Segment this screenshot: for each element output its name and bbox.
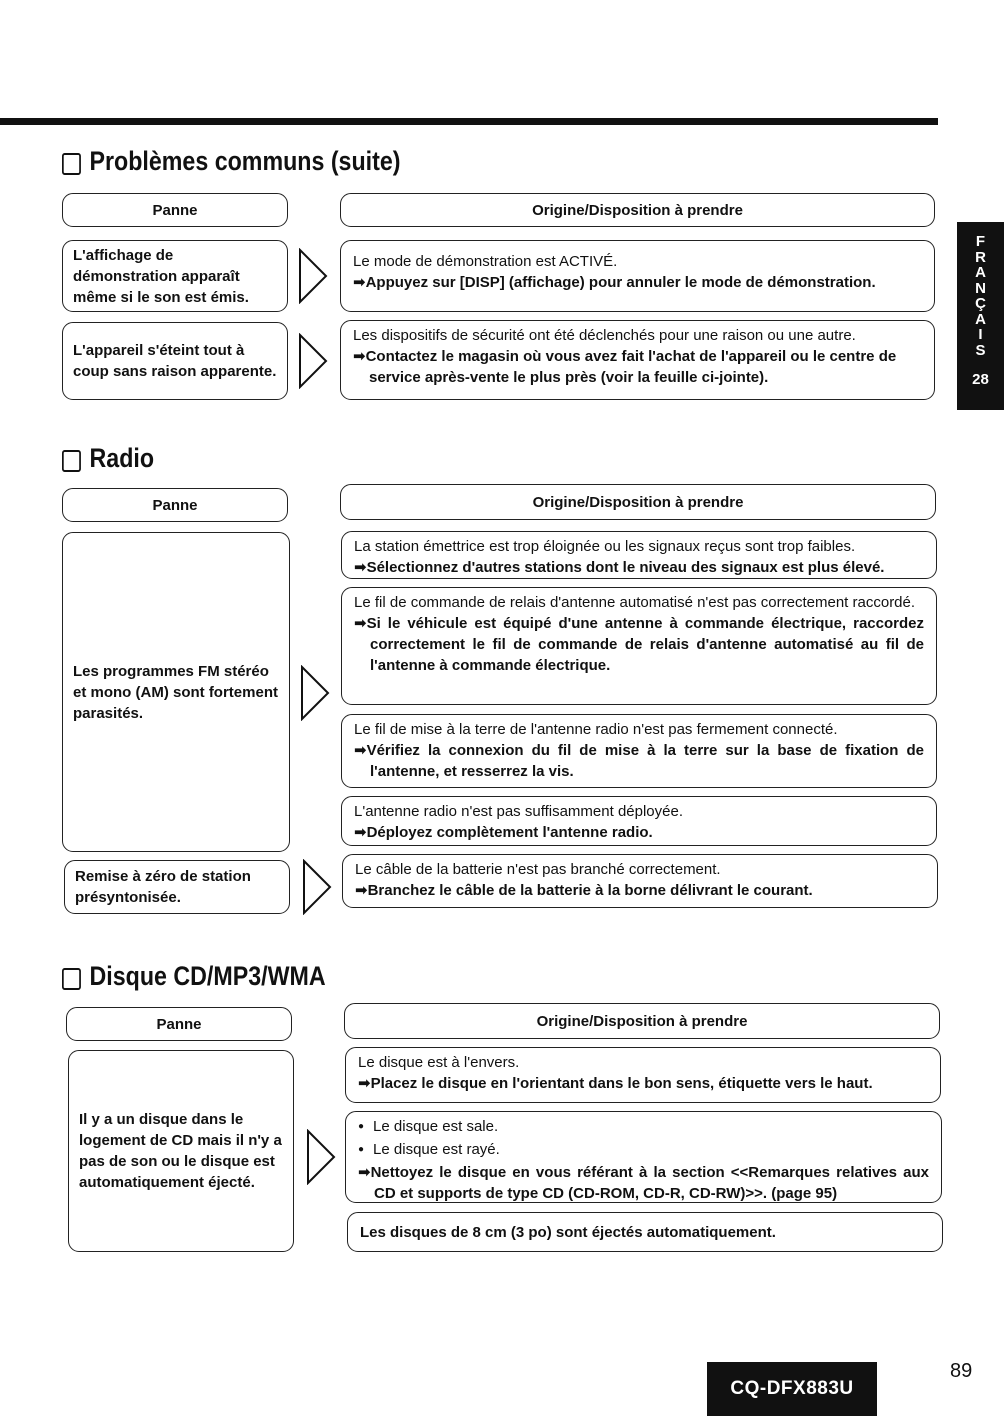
panne-header: Panne [66,1007,292,1041]
cause-cell [341,531,937,579]
panne-cell: Les programmes FM stéréo et mono (AM) sont fortement parasités. [62,532,290,852]
action-text: ➡Vérifiez la connexion du fil de mise à la terre sur la base de fixation de l'antenne, et resserrez la vis. [354,742,924,780]
action-text: ➡Sélectionnez d'autres stations dont le niveau des signaux est plus élevé. [354,559,885,576]
section-title-text: Problèmes communs (suite) [89,146,401,176]
lang-letter: S [975,341,986,359]
cause-cell [347,1212,943,1252]
action-text: ➡Appuyez sur [DISP] (affichage) pour annuler le mode de démonstration. [353,274,876,291]
lang-letter: A [975,264,986,281]
checkbox-square-icon [62,153,81,175]
cause-cell [340,320,935,400]
lang-letter: Ç [975,295,986,312]
lang-letter: N [975,279,986,297]
bullet-text: ● Le disque est rayé. [358,1139,929,1162]
arrow-right-icon [298,333,328,389]
lang-letter: I [978,326,983,343]
panne-header: Panne [62,488,288,522]
section-title-radio [62,443,154,474]
cause-cell [345,1111,942,1203]
cause-text: Le fil de commande de relais d'antenne automatisé n'est pas correctement raccordé. [354,594,916,611]
lang-letter: R [975,248,986,266]
cause-text: Le câble de la batterie n'est pas branché correctement. [355,861,721,878]
language-tab [957,222,1004,410]
note-text: Les disques de 8 cm (3 po) sont éjectés automatiquement. [360,1223,776,1241]
panne-cell: Remise à zéro de station présyntonisée. [64,860,290,914]
checkbox-square-icon [62,968,81,990]
action-text: ➡Placez le disque en l'orientant dans le bon sens, étiquette vers le haut. [358,1075,873,1092]
cause-text: L'antenne radio n'est pas suffisamment déployée. [354,803,683,820]
panne-header: Panne [62,193,288,227]
section-title-common [62,146,400,177]
section-title-text: Radio [89,443,155,473]
section-page-number: 28 [972,371,989,388]
section-title-cd [62,961,326,992]
cause-cell [345,1047,941,1103]
cause-header: Origine/Disposition à prendre [344,1003,940,1039]
cause-text: La station émettrice est trop éloignée ou les signaux reçus sont trop faibles. [354,538,856,555]
lang-letter: A [975,310,986,328]
cause-cell [342,854,938,908]
action-text: ➡Nettoyez le disque en vous référant à la section <<Remarques relatives aux CD et supports de type CD (CD-ROM, CD-R, CD-RW)>>. (page 95) [358,1164,929,1202]
checkbox-square-icon [62,450,81,472]
cause-text: Les dispositifs de sécurité ont été déclenchés pour une raison ou une autre. [353,327,856,344]
cause-header: Origine/Disposition à prendre [340,484,936,520]
cause-text: Le disque est à l'envers. [358,1054,520,1071]
arrow-right-icon [306,1129,336,1185]
bullet-text: ● Le disque est sale. [358,1116,929,1139]
model-label: CQ-DFX883U [707,1362,877,1416]
panne-cell: L'affichage de démonstration apparaît même si le son est émis. [62,240,288,312]
lang-letter: F [975,233,986,250]
action-text: ➡Contactez le magasin où vous avez fait l'achat de l'appareil ou le centre de service après-vente le plus près (voir la feuille ci-jointe). [353,348,897,386]
panne-cell: L'appareil s'éteint tout à coup sans raison apparente. [62,322,288,400]
cause-cell [341,714,937,788]
cause-cell [341,587,937,705]
section-title-text: Disque CD/MP3/WMA [89,961,326,991]
top-rule [0,118,938,125]
cause-cell [340,240,935,312]
cause-text: Le fil de mise à la terre de l'antenne radio n'est pas fermement connecté. [354,721,838,738]
cause-text: Le mode de démonstration est ACTIVÉ. [353,253,618,270]
page-number: 89 [950,1360,973,1382]
cause-header: Origine/Disposition à prendre [340,193,935,227]
panne-cell: Il y a un disque dans le logement de CD mais il n'y a pas de son ou le disque est automatiquement éjecté. [68,1050,294,1252]
action-text: ➡Branchez le câble de la batterie à la borne délivrant le courant. [355,882,813,899]
action-text: ➡Si le véhicule est équipé d'une antenne à commande électrique, raccordez correctement le fil de commande de relais d'antenne automatisé au fil de l'antenne à commande électrique. [354,615,924,674]
action-text: ➡Déployez complètement l'antenne radio. [354,824,653,841]
arrow-right-icon [300,665,330,721]
arrow-right-icon [298,248,328,304]
cause-cell [341,796,937,846]
arrow-right-icon [302,859,332,915]
